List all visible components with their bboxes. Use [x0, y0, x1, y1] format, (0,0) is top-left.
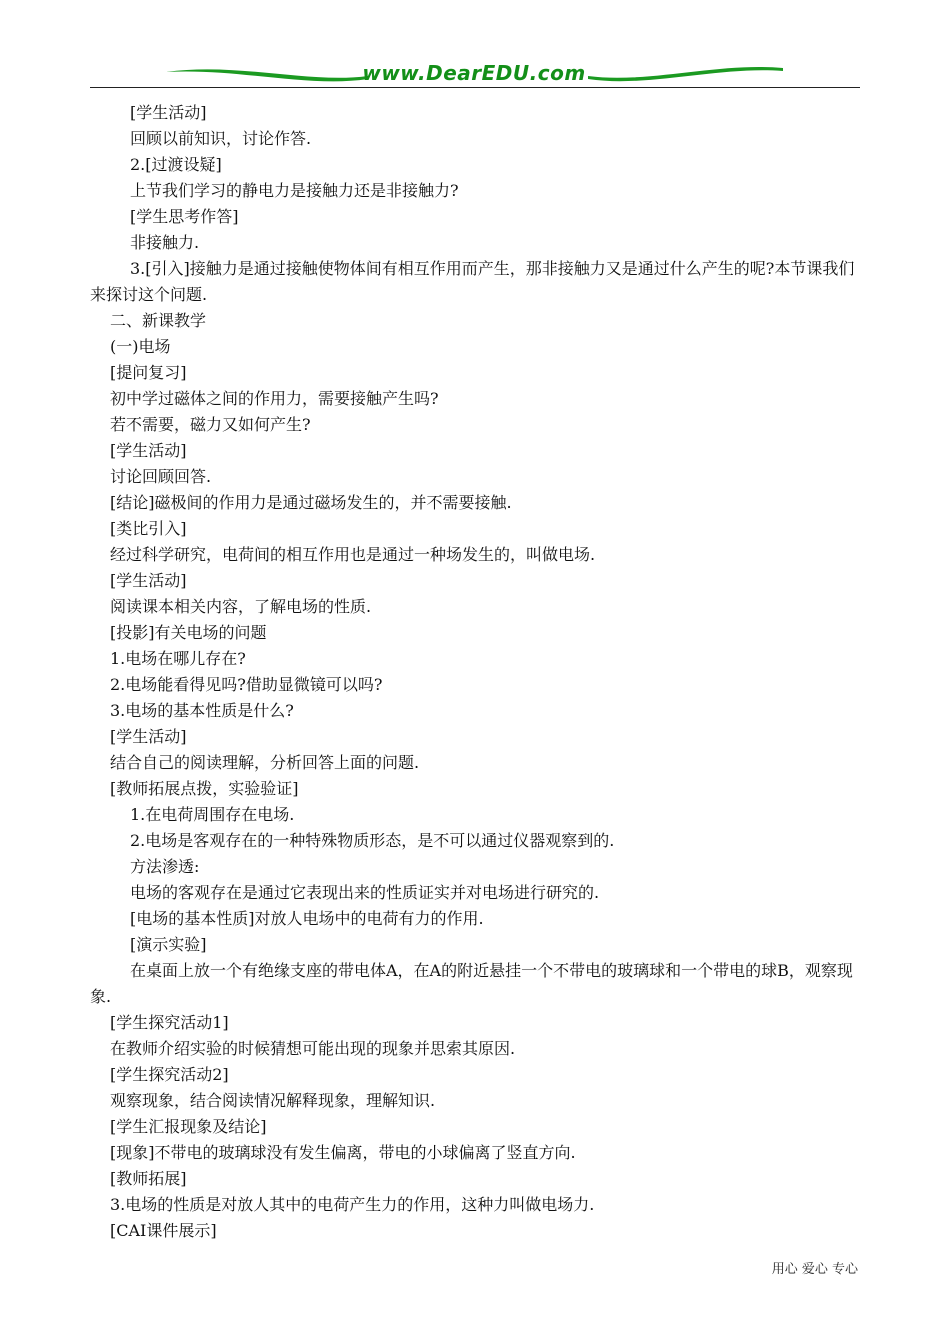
text-line: [类比引入]: [110, 519, 187, 538]
header-divider: [90, 87, 860, 88]
text-line: 阅读课本相关内容，了解电场的性质.: [110, 597, 372, 616]
text-line: [学生活动]: [110, 571, 187, 590]
text-line: 二、新课教学: [110, 311, 207, 330]
text-line: [现象]不带电的玻璃球没有发生偏离，带电的小球偏离了竖直方向.: [110, 1143, 576, 1162]
text-line: [演示实验]: [130, 935, 207, 954]
text-line: [教师拓展]: [110, 1169, 187, 1188]
text-line: [电场的基本性质]对放人电场中的电荷有力的作用.: [130, 909, 484, 928]
text-line: 1.在电荷周围存在电场.: [130, 805, 295, 824]
text-line: 初中学过磁体之间的作用力，需要接触产生吗?: [110, 389, 439, 408]
text-line: 若不需要，磁力又如何产生?: [110, 415, 311, 434]
document-body: [90, 100, 860, 1244]
text-line: [学生活动]: [110, 441, 187, 460]
site-header-banner: [88, 58, 860, 90]
footer-slogan: 用心 爱心 专心: [771, 1262, 858, 1277]
text-line: 方法渗透:: [130, 857, 200, 876]
text-line: [教师拓展点拨，实验验证]: [110, 779, 299, 798]
text-line: [学生活动]: [130, 103, 207, 122]
text-line: [学生思考作答]: [130, 207, 239, 226]
text-line: 观察现象，结合阅读情况解释现象，理解知识.: [110, 1091, 436, 1110]
text-line: 2.[过渡设疑]: [130, 155, 222, 174]
text-line: 1.电场在哪儿存在?: [110, 649, 246, 668]
text-line: (一)电场: [110, 337, 171, 356]
text-line: 在教师介绍实验的时候猜想可能出现的现象并思索其原因.: [110, 1039, 516, 1058]
text-line: [学生活动]: [110, 727, 187, 746]
text-line: 在桌面上放一个有绝缘支座的带电体A，在A的附近悬挂一个不带电的玻璃球和一个带电的球B，观察现象.: [90, 961, 853, 1006]
text-line: 回顾以前知识，讨论作答.: [130, 129, 312, 148]
text-line: 3.电场的性质是对放人其中的电荷产生力的作用，这种力叫做电场力.: [110, 1195, 595, 1214]
text-line: 3.电场的基本性质是什么?: [110, 701, 294, 720]
text-line: 上节我们学习的静电力是接触力还是非接触力?: [130, 181, 459, 200]
text-line: 讨论回顾回答.: [110, 467, 212, 486]
text-line: 电场的客观存在是通过它表现出来的性质证实并对电场进行研究的.: [130, 883, 600, 902]
text-line: 经过科学研究，电荷间的相互作用也是通过一种场发生的，叫做电场.: [110, 545, 596, 564]
text-line: 3.[引入]接触力是通过接触使物体间有相互作用而产生，那非接触力又是通过什么产生的呢?本节课我们来探讨这个问题.: [90, 259, 855, 304]
text-line: [投影]有关电场的问题: [110, 623, 267, 642]
text-line: [学生汇报现象及结论]: [110, 1117, 267, 1136]
text-line: [提问复习]: [110, 363, 187, 382]
text-line: [学生探究活动1]: [110, 1013, 229, 1032]
site-url: www.DearEDU.com: [362, 61, 586, 85]
text-line: [学生探究活动2]: [110, 1065, 229, 1084]
text-line: 2.电场能看得见吗?借助显微镜可以吗?: [110, 675, 383, 694]
text-line: 结合自己的阅读理解，分析回答上面的问题.: [110, 753, 420, 772]
text-line: 2.电场是客观存在的一种特殊物质形态，是不可以通过仪器观察到的.: [130, 831, 615, 850]
text-line: 非接触力.: [130, 233, 200, 252]
text-line: [结论]磁极间的作用力是通过磁场发生的，并不需要接触.: [110, 493, 512, 512]
text-line: [CAI课件展示]: [110, 1221, 217, 1240]
